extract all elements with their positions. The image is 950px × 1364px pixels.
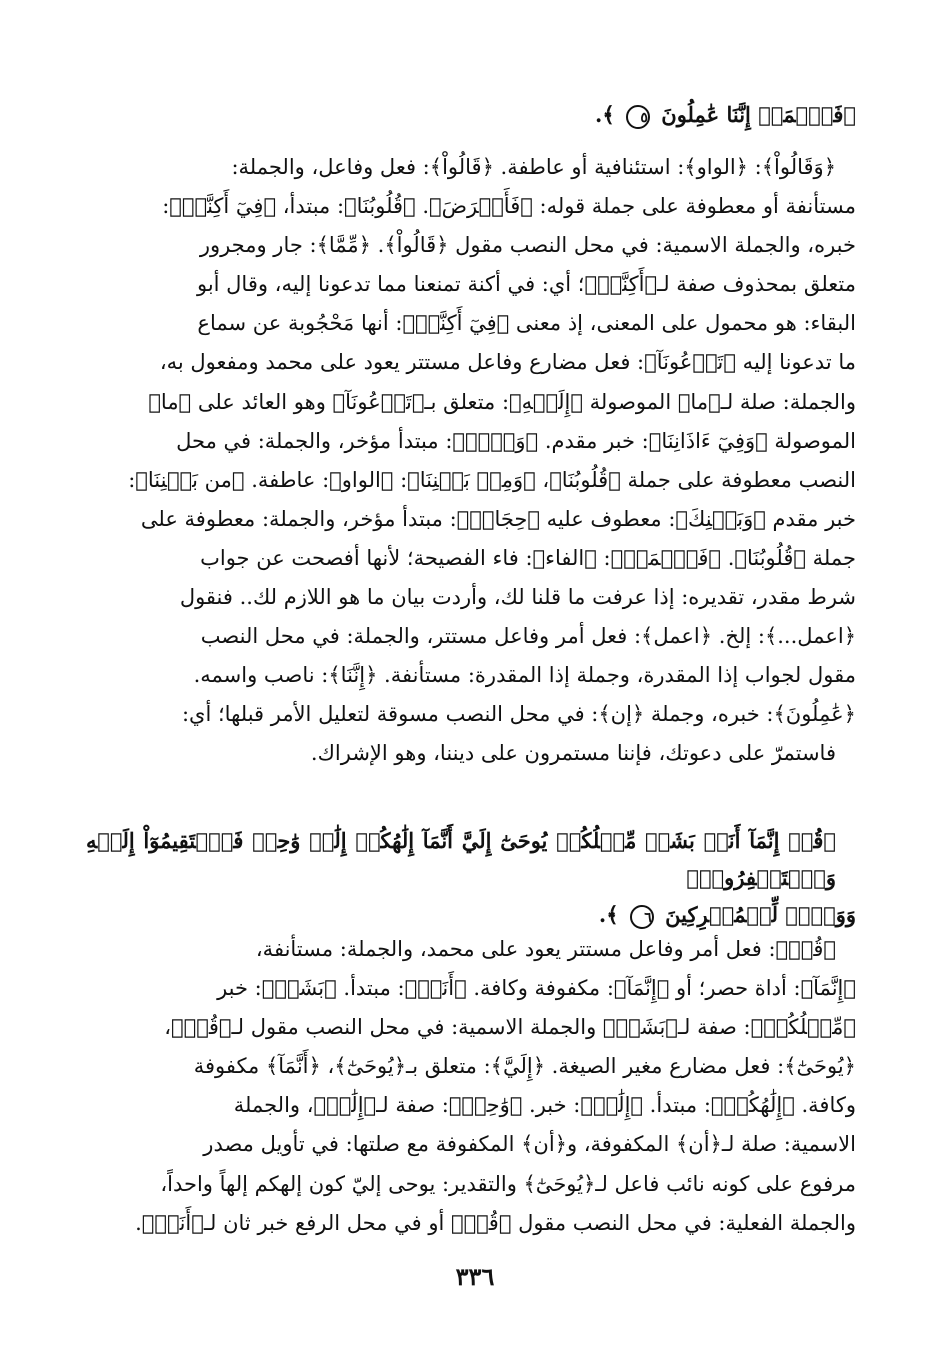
verse-6-line-1: ﴿قُلۡ إِنَّمَآ أَنَا۠ بَشَرٞ مِّثۡلُكُمۡ يُوحَىٰٓ إِلَيَّ أَنَّمَآ إِلَٰهُكُمۡ إِلَٰهٞ وَٰحِدٞ فَٱسۡتَقِيمُوٓاْ إِلَيۡهِ وَٱسۡتَغۡفِرُوهُۗ [86, 828, 836, 890]
commentary-line: مقول لجواب إذا المقدرة، وجملة إذا المقدرة: مستأنفة. ﴿إِنَّنَا﴾: ناصب واسمه. [193, 663, 856, 688]
commentary-line: مستأنفة أو معطوفة على جملة قوله: ﴿فَأَعۡرَضَ﴾. ﴿قُلُوبُنَا﴾: مبتدأ، ﴿فِيٓ أَكِنَّةٖ﴾: [162, 194, 856, 219]
commentary-line: خبر مقدم ﴿وَبَيۡنِكَ﴾: معطوف عليه ﴿حِجَابٞ﴾: مبتدأ مؤخر، والجملة: معطوفة على [140, 506, 856, 531]
commentary-line: ﴿اعمل...﴾: إلخ. ﴿اعمل﴾: فعل أمر وفاعل مستتر، والجملة: في محل النصب [200, 624, 856, 649]
commentary-line: فاستمرّ على دعوتك، فإننا مستمرون على ديننا، وهو الإشراك. [310, 741, 836, 766]
verse-6-text-end: وَوَيۡلٞ لِّلۡمُشۡرِكِينَ [665, 902, 856, 927]
verse-5-text: ﴿فَٱعۡمَلۡ إِنَّنَا عَٰمِلُونَ [661, 102, 856, 127]
verse-6 [86, 822, 856, 933]
commentary-line: شرط مقدر، تقديره: إذا عرفت ما قلنا لك، وأردت بيان ما هو اللازم لك.. فنقول [179, 585, 856, 610]
commentary-line: والجملة: صلة لـ﴿ما﴾ الموصولة ﴿إِلَيۡهِ﴾: متعلق بـ﴿تَدۡعُونَآ﴾ وهو العائد على ﴿ما﴾ [148, 389, 856, 414]
commentary-line: مرفوع على كونه نائب فاعل لـ﴿يُوحَىٰٓ﴾ والتقدير: يوحى إليّ كون إلهكم إلهاً واحداً، [160, 1171, 856, 1196]
ayah-number-marker: ٦ [630, 905, 654, 929]
commentary-line: ﴿وَقَالُواْ﴾: ﴿الواو﴾: استئنافية أو عاطفة. ﴿قَالُواْ﴾: فعل وفاعل، والجملة: [231, 155, 836, 179]
ayah-number-marker: ٥ [626, 105, 650, 129]
verse-6-close: ﴾. [598, 902, 619, 927]
commentary-line: الموصولة ﴿وَفِيٓ ءَاذَانِنَا﴾: خبر مقدم. ﴿وَقۡرٞ﴾: مبتدأ مؤخر، والجملة: في محل [176, 428, 856, 453]
commentary-line: ما تدعونا إليه ﴿تَدۡعُونَآ﴾: فعل مضارع وفاعل مستتر يعود على محمد ومفعول به، [159, 350, 856, 375]
commentary-line: وكافة. ﴿إِلَٰهُكُمۡ﴾: مبتدأ. ﴿إِلَٰهٞ﴾: خبر. ﴿وَٰحِدٞ﴾: صفة لـ﴿إِلَٰهٞ﴾، والجملة [233, 1093, 856, 1118]
commentary-line: والجملة الفعلية: في محل النصب مقول ﴿قُلۡ﴾ أو في محل الرفع خبر ثان لـ﴿أَنَا۠﴾. [135, 1210, 856, 1235]
commentary-line: جملة ﴿قُلُوبُنَا﴾. ﴿فَٱعۡمَلۡ﴾: ﴿الفاء﴾: فاء الفصيحة؛ لأنها أفصحت عن جواب [200, 545, 856, 570]
commentary-verse-5 [86, 148, 856, 774]
commentary-line: النصب معطوفة على جملة ﴿قُلُوبُنَا﴾، ﴿وَمِنۢ بَيۡنِنَا﴾: ﴿الواو﴾: عاطفة. ﴿من بَيۡنِنَا﴾: [128, 467, 856, 492]
verse-6-line-2 [86, 896, 856, 933]
commentary-line: البقاء: هو محمول على المعنى، إذ معنى ﴿فِيٓ أَكِنَّةٖ﴾: أنها مَحْجُوبة عن سماع [197, 311, 856, 336]
commentary-line: ﴿قُلۡ﴾: فعل أمر وفاعل مستتر يعود على محمد، والجملة: مستأنفة، [255, 937, 836, 961]
commentary-line: ﴿عَٰمِلُونَ﴾: خبره، وجملة ﴿إن﴾: في محل النصب مسوقة لتعليل الأمر قبلها؛ أي: [181, 702, 856, 727]
commentary-line: خبره، والجملة الاسمية: في محل النصب مقول ﴿قَالُواْ﴾. ﴿مِّمَّا﴾: جار ومجرور [199, 233, 856, 258]
commentary-verse-6 [86, 930, 856, 1243]
commentary-line: الاسمية: صلة لـ﴿أن﴾ المكفوفة، و﴿أن﴾ المكفوفة مع صلتها: في تأويل مصدر [203, 1132, 856, 1157]
commentary-line: ﴿مِّثۡلُكُمۡ﴾: صفة لـ﴿بَشَرٞ﴾ والجملة الاسمية: في محل النصب مقول لـ﴿قُلۡ﴾، [164, 1015, 856, 1040]
verse-5-close: ﴾. [595, 102, 615, 127]
commentary-line: متعلق بمحذوف صفة لـ﴿أَكِنَّةٖ﴾؛ أي: في أكنة تمنعنا مما تدعونا إليه، وقال أبو [196, 272, 856, 297]
commentary-line: ﴿إِنَّمَآ﴾: أداة حصر؛ أو ﴿إِنَّمَآ﴾: مكفوفة وكافة. ﴿أَنَا۠﴾: مبتدأ. ﴿بَشَرٞ﴾: خبر [217, 976, 856, 1001]
page-number: ٣٣٦ [455, 1262, 495, 1291]
verse-5-ending [86, 96, 856, 133]
commentary-line: ﴿يُوحَىٰٓ﴾: فعل مضارع مغير الصيغة. ﴿إِلَيَّ﴾: متعلق بـ﴿يُوحَىٰٓ﴾، ﴿أَنَّمَآ﴾ مكفوفة [193, 1054, 856, 1079]
verse-5-line [86, 96, 856, 133]
